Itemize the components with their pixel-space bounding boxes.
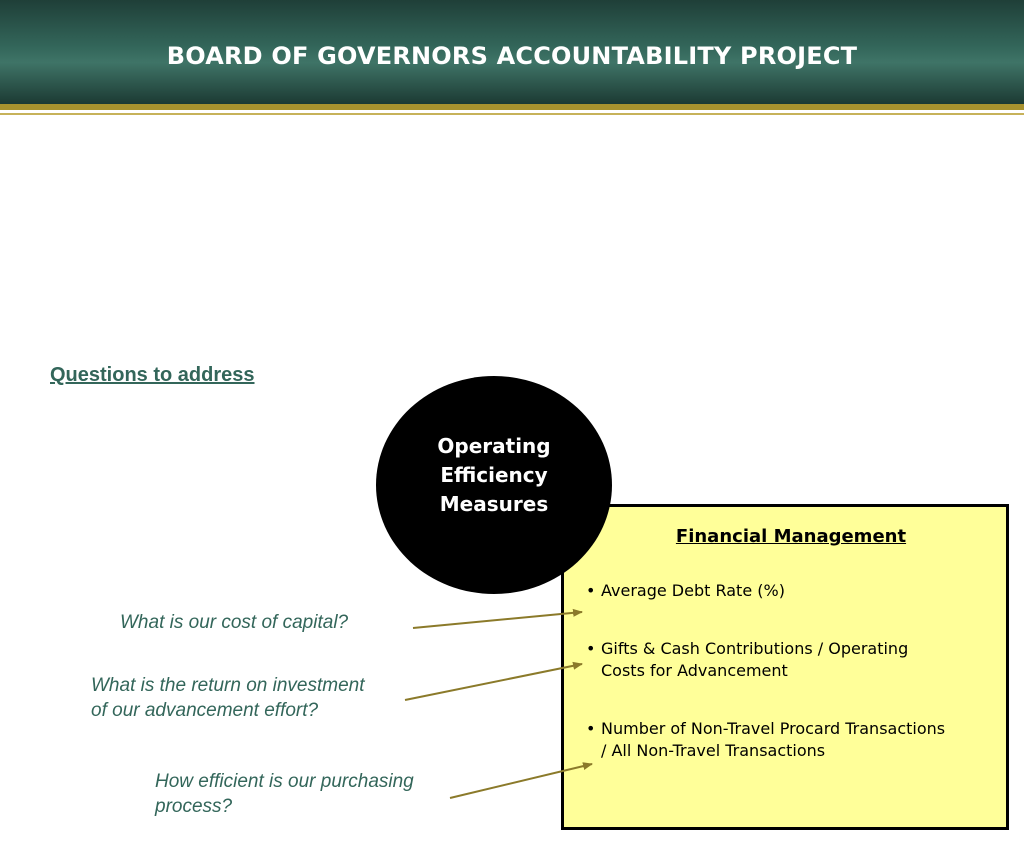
bullet: • xyxy=(586,639,596,658)
measure-line: Costs for Advancement xyxy=(601,661,788,680)
measure-line: / All Non-Travel Transactions xyxy=(601,741,826,760)
question-line: of our advancement effort? xyxy=(91,700,319,721)
circle-label xyxy=(376,432,612,519)
measure-item xyxy=(586,638,1006,682)
arrow-cost-of-capital xyxy=(413,612,582,628)
measure-text xyxy=(601,638,1006,682)
question-cost-of-capital xyxy=(120,610,348,635)
arrow-advancement-roi xyxy=(405,664,582,700)
page-title: BOARD OF GOVERNORS ACCOUNTABILITY PROJECT xyxy=(166,42,858,70)
measure-text xyxy=(601,580,1006,602)
question-line: process? xyxy=(155,796,233,817)
question-purchasing-efficiency xyxy=(155,769,414,819)
header-gold-line xyxy=(0,113,1024,115)
measure-text xyxy=(601,718,1006,762)
question-line: What is the return on investment xyxy=(91,675,365,696)
bullet: • xyxy=(586,719,596,738)
measure-item xyxy=(586,718,1006,762)
circle-label-line: Measures xyxy=(439,492,549,516)
financial-management-title: Financial Management xyxy=(675,526,907,547)
measure-line: Average Debt Rate (%) xyxy=(601,581,785,600)
questions-heading: Questions to address xyxy=(50,364,255,386)
measure-line: Gifts & Cash Contributions / Operating xyxy=(601,639,909,658)
circle-label-line: Efficiency xyxy=(440,463,548,487)
circle-label-line: Operating xyxy=(437,434,551,458)
question-advancement-roi xyxy=(91,673,365,723)
header-gold-band xyxy=(0,104,1024,110)
measure-line: Number of Non-Travel Procard Transactions xyxy=(601,719,946,738)
measure-item xyxy=(586,580,1006,602)
question-line: How efficient is our purchasing xyxy=(155,771,414,792)
bullet: • xyxy=(586,581,596,600)
question-line: What is our cost of capital? xyxy=(120,612,349,633)
